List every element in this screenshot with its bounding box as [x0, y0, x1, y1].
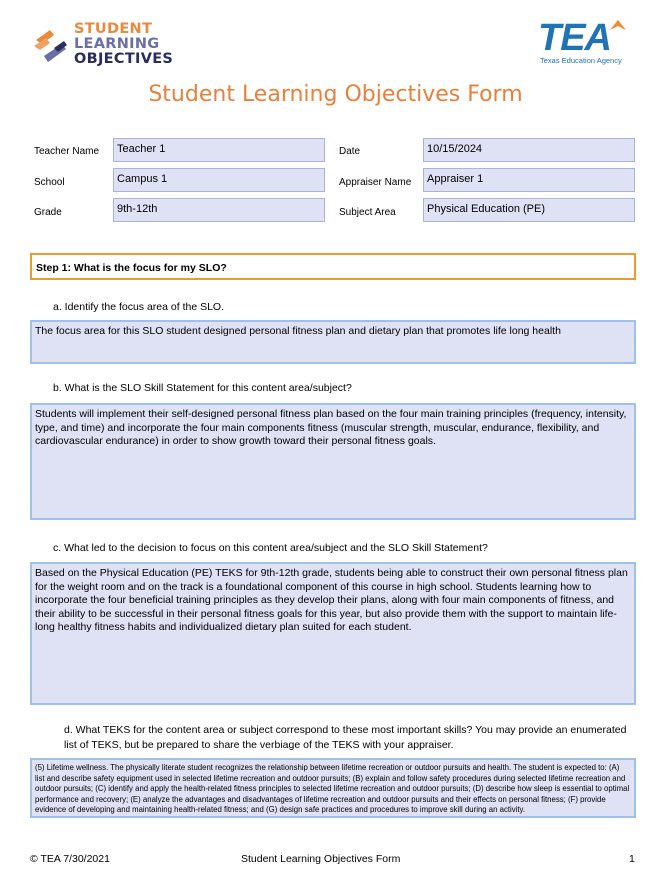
question-d-line2: list of TEKS, but be prepared to share the verbiage of the TEKS with your appraiser. [64, 739, 454, 751]
question-c: c. What led to the decision to focus on this content area/subject and the SLO Skill Statement? [53, 542, 488, 554]
footer-page-number: 1 [629, 853, 635, 865]
teacher-name-field[interactable]: Teacher 1 [113, 138, 325, 162]
question-a: a. Identify the focus area of the SLO. [53, 301, 225, 313]
date-field[interactable]: 10/15/2024 [423, 138, 635, 162]
slo-logo-word-student: STUDENT [74, 21, 153, 37]
answer-a-field[interactable]: The focus area for this SLO student designed personal fitness plan and dietary plan that promotes life long health [30, 320, 636, 364]
school-label: School [34, 177, 65, 188]
tea-logo-letters: TEA [538, 17, 611, 59]
appraiser-name-field[interactable]: Appraiser 1 [423, 168, 635, 192]
footer-copyright: © TEA 7/30/2021 [30, 853, 110, 865]
grade-field[interactable]: 9th-12th [113, 198, 325, 222]
slo-logo-mark-icon [30, 26, 70, 66]
teacher-name-label: Teacher Name [34, 146, 100, 157]
subject-area-label: Subject Area [339, 207, 396, 218]
slo-logo-word-learning: LEARNING [74, 36, 160, 52]
form-title: Student Learning Objectives Form [148, 82, 523, 107]
tea-star-icon [608, 18, 628, 32]
tea-logo-tagline: Texas Education Agency [540, 56, 622, 65]
date-label: Date [339, 146, 361, 157]
tea-logo [536, 18, 632, 68]
question-d-line1: d. What TEKS for the content area or subject correspond to these most important skills? You may provide an enumerated [64, 724, 627, 736]
school-field[interactable]: Campus 1 [113, 168, 325, 192]
step1-heading: Step 1: What is the focus for my SLO? [30, 253, 636, 280]
answer-d-field[interactable]: (5) Lifetime wellness. The physically literate student recognizes the relationship between lifetime recreation or outdoor pursuits and health. The student is expected to: (A) list and describe safety equipment used in selected lifetime recreation and outdoor pursuits; (B) explain and follow safety procedures during selected lifetime recreation and outdoor pursuits; (C) identify and apply the health-related fitness principles to selected lifetime recreation and outdoor pursuits; (D) describe how sleep is essential to optimal performance and recovery; (E) analyze the advantages and disadvantages of lifetime recreation and outdoor pursuits and their effects on personal fitness; (F) provide evidence of developing and maintaining health-related fitness; and (G) design safe practices and procedures to improve skill during an activity. [30, 758, 636, 818]
answer-c-field[interactable]: Based on the Physical Education (PE) TEKS for 9th-12th grade, students being able to construct their own personal fitness plan for the weight room and on the track is a foundational component of this course in high school. Students learning how to incorporate the four beneficial training principles as they develop their plans, along with four main components of fitness, and their ability to be successful in their personal fitness goals for this year, but also provide them with the support to maintain life-long healthy fitness habits and individualized dietary plan suited for each student. [30, 562, 636, 705]
slo-logo-word-objectives: OBJECTIVES [74, 51, 174, 67]
slo-logo [30, 22, 180, 70]
answer-b-field[interactable]: Students will implement their self-designed personal fitness plan based on the four main training principles (frequency, intensity, type, and time) and incorporate the four main components fitness (muscular strength, muscular, endurance, flexibility, and cardiovascular endurance) in order to show growth toward their personal fitness goals. [30, 403, 636, 520]
question-b: b. What is the SLO Skill Statement for this content area/subject? [53, 382, 352, 394]
subject-area-field[interactable]: Physical Education (PE) [423, 198, 635, 222]
footer-form-title: Student Learning Objectives Form [241, 853, 401, 865]
grade-label: Grade [34, 207, 62, 218]
appraiser-name-label: Appraiser Name [339, 177, 412, 188]
